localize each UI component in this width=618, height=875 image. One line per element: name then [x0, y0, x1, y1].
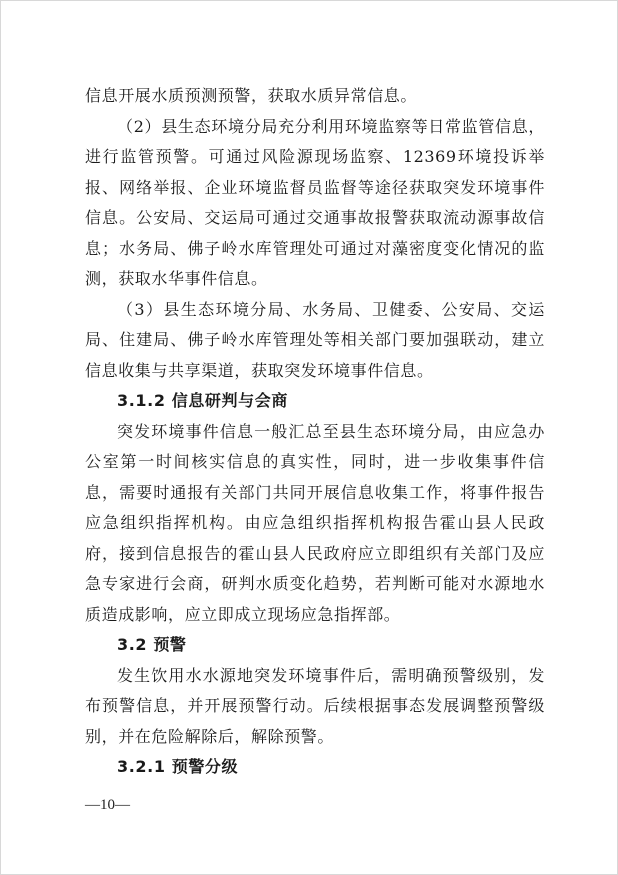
paragraph-5: 发生饮用水水源地突发环境事件后，需明确预警级别，发布预警信息，并开展预警行动。后续根据事态发展调整预警级别，并在危险解除后，解除预警。 [85, 665, 545, 746]
paragraph-3: （3）县生态环境分局、水务局、卫健委、公安局、交运局、住建局、佛子岭水库管理处等相关部门要加强联动，建立信息收集与共享渠道，获取突发环境事件信息。 [85, 299, 545, 380]
document-body [85, 81, 545, 783]
section-heading-3-2: 3.2 预警 [117, 635, 187, 654]
page-number: —10— [85, 797, 130, 813]
section-heading-3-2-1: 3.2.1 预警分级 [117, 757, 239, 776]
paragraph-1: 信息开展水质预测预警，获取水质异常信息。 [85, 86, 418, 105]
paragraph-2: （2）县生态环境分局充分利用环境监察等日常监管信息，进行监管预警。可通过风险源现场监察、12369环境投诉举报、网络举报、企业环境监督员监督等途径获取突发环境事件信息。公安局、交运局可通过交通事故报警获取流动源事故信息；水务局、佛子岭水库管理处可通过对藻密度变化情况的监测，获取水华事件信息。 [85, 116, 545, 288]
paragraph-4: 突发环境事件信息一般汇总至县生态环境分局，由应急办公室第一时间核实信息的真实性，同时，进一步收集事件信息，需要时通报有关部门共同开展信息收集工作，将事件报告应急组织指挥机构。由应急组织指挥机构报告霍山县人民政府，接到信息报告的霍山县人民政府应立即组织有关部门及应急专家进行会商，研判水质变化趋势，若判断可能对水源地水质造成影响，应立即成立现场应急指挥部。 [85, 421, 545, 624]
section-heading-3-1-2: 3.1.2 信息研判与会商 [117, 391, 288, 410]
